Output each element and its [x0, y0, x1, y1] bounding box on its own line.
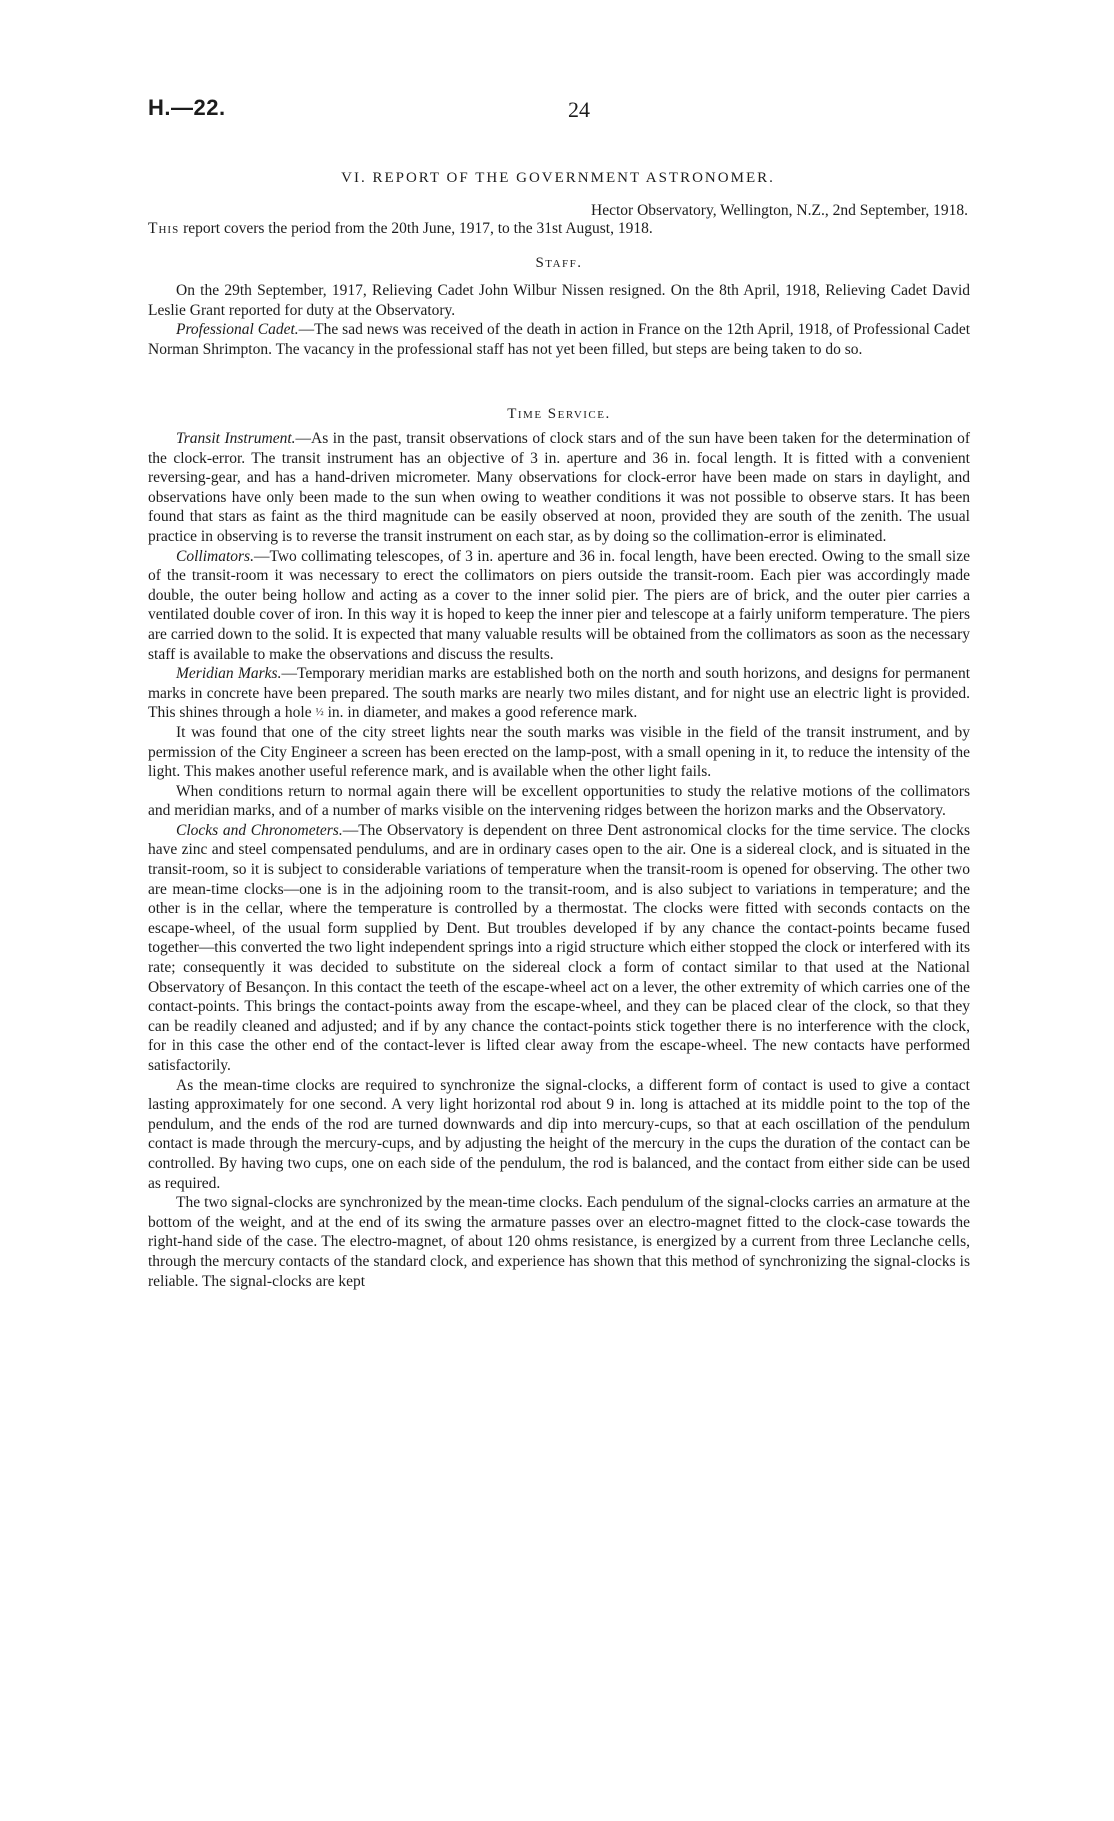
time-service-heading-block — [148, 405, 970, 425]
clocks-paragraph — [148, 821, 970, 1076]
clocks-text: —The Observatory is dependent on three Dent astronomical clocks for the time service. The clocks have zinc and steel compensated pendulums, and are in ordinary cases open to the air. One is a sidereal clock, and is situated in the transit-room, so it is subject to considerable variations of temperature when the transit-room is opened for observing. The other two are mean-time clocks—one is in the adjoining room to the transit-room, and is also subject to variations in temperature; and the other is in the cellar, where the temperature is controlled by a thermostat. The clocks were fitted with seconds contacts on the escape-wheel, of the usual form supplied by Dent. But troubles developed if by any chance the contact-points became fused together—this converted the two light independent springs into a rigid structure which either stopped the clock or interfered with its rate; consequently it was decided to substitute on the sidereal clock a form of contact similar to that used at the National Observatory of Besançon. In this contact the teeth of the escape-wheel act on a lever, the other extremity of which carries one of the contact-points. This brings the contact-points away from the escape-wheel, and they can be placed clear of the clock, so that they can be readily cleaned and adjusted; and if by any chance the contact-points stick together there is no interference with the clock, for in this case the other end of the contact-lever is lifted clear away from the escape-wheel. The new contacts have performed satisfactorily. — [148, 821, 970, 1074]
page-number: 24 — [568, 97, 590, 122]
staff-section — [148, 281, 970, 359]
intro-text: report covers the period from the 20th June, 1917, to the 31st August, 1918. — [179, 220, 653, 237]
meridian-title: Meridian Marks. — [176, 665, 282, 683]
staff-heading-block — [148, 254, 970, 274]
transit-paragraph — [148, 429, 970, 547]
section-title: VI. REPORT OF THE GOVERNMENT ASTRONOMER. — [341, 170, 775, 186]
document-number: H.—22. — [148, 95, 226, 120]
street-lights-paragraph: It was found that one of the city street lights near the south marks was visible in the field of the transit instrument, and by permission of the City Engineer a screen has been erected on the lamp-post, with a small opening in it, to reduce the intensity of the light. This makes another useful reference mark, and is available when the other light fails. — [148, 723, 970, 781]
mean-time-paragraph: As the mean-time clocks are required to synchronize the signal-clocks, a different form of contact is used to give a contact lasting approximately for one second. A very light horizontal rod about 9 in. long is attached at its middle point to the top of the pendulum, and the ends of the rod are turned downwards and dip into mercury-cups, so that at each oscillation of the pendulum contact is made through the mercury-cups, and by adjusting the height of the mercury in the cups the duration of the contact can be controlled. By having two cups, one on each side of the pendulum, the rod is balanced, and the contact from either side can be used as required. — [148, 1076, 970, 1192]
collimators-title: Collimators. — [176, 547, 254, 565]
intro-lead-word: This — [148, 220, 180, 237]
staff-paragraph-1: On the 29th September, 1917, Relieving Cadet John Wilbur Nissen resigned. On the 8th April, 1918, Relieving Cadet David Leslie Grant reported for duty at the Observatory. — [148, 282, 970, 319]
clocks-title: Clocks and Chronometers. — [176, 821, 343, 839]
staff-paragraph-2 — [148, 320, 970, 359]
professional-cadet-text: —The sad news was received of the death in action in France on the 12th April, 1918, of Professional Cadet Norman Shrimpton. The vacancy in the professional staff has not yet been filled, but steps are being taken to do so. — [148, 321, 970, 358]
meridian-paragraph — [148, 664, 970, 723]
meridian-text-b: in. in diameter, and makes a good reference mark. — [323, 704, 638, 722]
collimators-paragraph — [148, 547, 970, 665]
collimators-text: —Two collimating telescopes, of 3 in. aperture and 36 in. focal length, have been erected. Owing to the small size of the transit-room it was necessary to erect the collimators on piers outside the transit-room. Each pier was accordingly made double, the outer being hollow and acting as a cover to the inner solid pier. The piers are of brick, and the outer pier carries a ventilated double cover of iron. In this way it is hoped to keep the inner pier and telescope at a fairly uniform temperature. The piers are carried down to the solid. It is expected that many valuable results will be obtained from the collimators as soon as the necessary staff is available to make the observations and discuss the results. — [148, 547, 970, 663]
time-service-heading: Time Service. — [507, 406, 611, 422]
signal-clocks-paragraph: The two signal-clocks are synchronized by the mean-time clocks. Each pendulum of the signal-clocks carries an armature at the bottom of the weight, and at the end of its swing the armature passes over an electro-magnet fitted to the clock-case towards the right-hand side of the case. The electro-magnet, of about 120 ohms resistance, is energized by a current from three Leclanche cells, through the mercury contacts of the standard clock, and experience has shown that this method of synchronizing the signal-clocks is reliable. The signal-clocks are kept — [148, 1194, 970, 1290]
transit-title: Transit Instrument. — [176, 430, 296, 447]
staff-heading: Staff. — [535, 255, 583, 271]
time-service-section — [148, 429, 970, 1291]
meridian-fraction: ½ — [315, 706, 324, 719]
transit-text: —As in the past, transit observations of clock stars and of the sun have been taken for the determination of the clock-error. The transit instrument has an objective of 3 in. aperture and 36 in. focal length. It is fitted with a convenient reversing-gear, and has a hand-driven micrometer. Many observations for clock-error have been made on stars in daylight, and observations have only been made to the sun when owing to weather conditions it was not possible to observe stars. It has been found that stars as faint as the third magnitude can be easily observed at noon, provided they are south of the zenith. The usual practice in observing is to reverse the transit instrument on each star, as by doing so the collimation-error is eliminated. — [148, 430, 970, 545]
page-header — [148, 95, 968, 125]
meridian-text-a: —Temporary meridian marks are established both on the north and south horizons, and designs for permanent marks in concrete have been prepared. The south marks are nearly two miles distant, and for night use an electric light is provided. This shines through a hole — [148, 665, 970, 722]
dateline: Hector Observatory, Wellington, N.Z., 2nd September, 1918. — [591, 202, 968, 219]
intro-paragraph — [148, 219, 970, 239]
conditions-paragraph: When conditions return to normal again there will be excellent opportunities to study the relative motions of the collimators and meridian marks, and of a number of marks visible on the intervening ridges between the horizon marks and the Observatory. — [148, 782, 970, 820]
professional-cadet-title: Professional Cadet. — [176, 321, 299, 339]
